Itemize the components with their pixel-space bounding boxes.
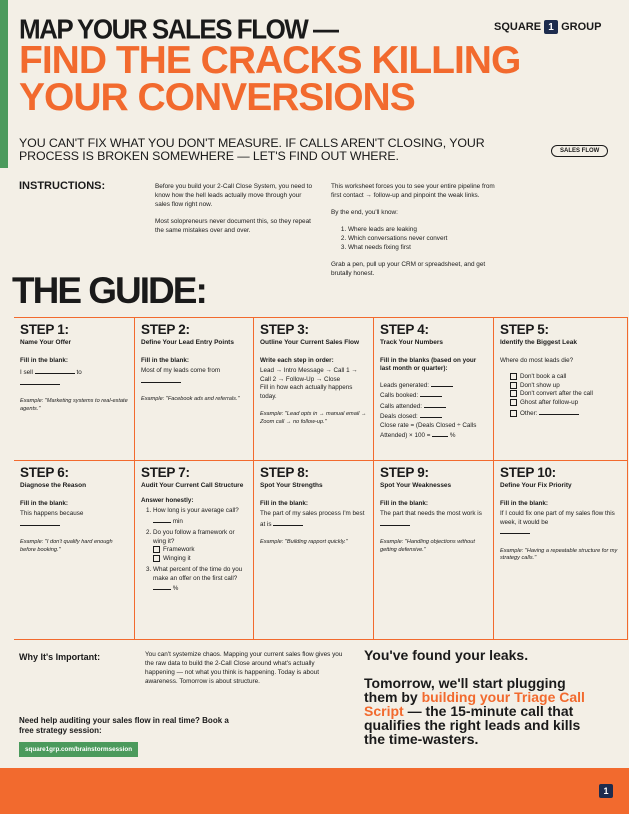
step-instruction: Fill in the blanks (based on your last month or quarter): xyxy=(380,356,477,372)
why-title: Why It's Important: xyxy=(19,652,101,662)
checkbox[interactable] xyxy=(510,399,517,406)
blank-field[interactable] xyxy=(153,583,171,590)
question xyxy=(153,529,247,563)
blank-field[interactable] xyxy=(420,390,442,397)
checkbox[interactable] xyxy=(510,390,517,397)
step-example: Example: "I don't qualify hard enough before booking." xyxy=(20,539,113,553)
step-body xyxy=(260,510,367,529)
guide-title: THE GUIDE: xyxy=(12,270,206,311)
step-title: STEP 1: xyxy=(20,322,69,337)
step-instruction: Where do most leads die? xyxy=(500,356,574,364)
question xyxy=(153,566,247,594)
step-body xyxy=(141,367,247,386)
blank-field[interactable] xyxy=(539,408,579,415)
question-text: What percent of the time do you make an offer on the first call? xyxy=(153,566,243,582)
step-name: Name Your Offer xyxy=(20,339,72,346)
headline: FIND THE CRACKS KILLING YOUR CONVERSIONS xyxy=(19,39,521,119)
step-text: If I could fix one part of my sales flow this week, it would be xyxy=(500,510,615,526)
blank-field[interactable] xyxy=(424,401,446,408)
step-text: to xyxy=(76,369,82,376)
metric-line xyxy=(380,401,487,412)
step-instruction: Answer honestly: xyxy=(141,496,194,504)
blank-field[interactable] xyxy=(432,430,448,437)
step-body-2: Fill in how each actually happens today. xyxy=(260,384,353,400)
found-line-2 xyxy=(364,676,599,746)
instructions-col-1 xyxy=(155,182,315,243)
checkbox[interactable] xyxy=(153,555,160,562)
blank-field[interactable] xyxy=(380,519,410,526)
blank-field[interactable] xyxy=(153,516,171,523)
metric-label: Calls attended: xyxy=(380,402,423,410)
checkbox[interactable] xyxy=(153,546,160,553)
blank-field[interactable] xyxy=(273,519,303,526)
step-10 xyxy=(494,461,628,640)
metric-label: Calls booked: xyxy=(380,392,419,399)
step-text: The part of my sales process I'm best at is xyxy=(260,510,365,528)
metric-line xyxy=(380,390,487,401)
instructions-p1: Before you build your 2-Call Close System, you need to know how the hell leads actually move through your sales flow right now. xyxy=(155,183,313,208)
step-example: Example: "Marketing systems to real-estate agents." xyxy=(20,398,128,412)
blank-field[interactable] xyxy=(500,527,530,534)
step-title: STEP 5: xyxy=(500,322,549,337)
step-9 xyxy=(374,461,494,640)
step-name: Track Your Numbers xyxy=(380,339,443,346)
question-text: Do you follow a framework or wing it? xyxy=(153,529,235,545)
step-text: Most of my leads come from xyxy=(141,367,221,374)
percent-sign: % xyxy=(449,432,456,439)
option-label: Framework xyxy=(163,546,195,554)
step-example: Example: "Building rapport quickly." xyxy=(260,539,348,545)
step-title: STEP 8: xyxy=(260,465,309,480)
subtitle: YOU CAN'T FIX WHAT YOU DON'T MEASURE. IF CALLS AREN'T CLOSING, YOUR PROCESS IS BROKEN SOMEWHERE — LET'S FIND OUT WHERE. xyxy=(19,136,485,163)
instructions-p2: Most solopreneurs never document this, so they repeat the same mistakes over and over. xyxy=(155,218,311,234)
instructions-p5: Grab a pen, pull up your CRM or spreadsheet, and get brutally honest. xyxy=(331,261,486,277)
instructions-list xyxy=(331,225,501,252)
step-2 xyxy=(135,318,254,461)
step-instruction: Fill in the blank: xyxy=(20,499,68,507)
logo xyxy=(494,20,601,34)
step-name: Outline Your Current Sales Flow xyxy=(260,339,360,346)
step-name: Define Your Fix Priority xyxy=(500,482,572,489)
step-lines xyxy=(380,380,487,441)
question xyxy=(153,507,247,526)
step-example: Example: "Facebook ads and referrals." xyxy=(141,396,240,402)
unit-label: min xyxy=(172,517,183,525)
triage-script-highlight: building your Triage Call Script xyxy=(364,689,585,719)
list-item: 1. Where leads are leaking xyxy=(348,225,501,234)
blank-field[interactable] xyxy=(35,367,75,374)
metric-label: Deals closed: xyxy=(380,413,418,420)
metric-line xyxy=(380,380,487,391)
instructions-col-2 xyxy=(331,182,501,286)
metric-line xyxy=(380,411,487,422)
found-text: — the 15-minute call that qualifies the right leads and kills the time-wasters. xyxy=(364,703,581,747)
found-message xyxy=(364,648,599,746)
option-row[interactable] xyxy=(510,373,621,382)
step-body xyxy=(380,510,487,529)
formula-label: Close rate = (Deals Closed ÷ Calls Attended) × 100 = xyxy=(380,421,477,439)
checkbox[interactable] xyxy=(510,382,517,389)
option-row[interactable] xyxy=(510,390,621,399)
found-line-1: You've found your leaks. xyxy=(364,647,529,663)
option-label: Ghost after follow-up xyxy=(520,399,579,407)
checkbox[interactable] xyxy=(510,410,517,417)
blank-field[interactable] xyxy=(431,380,453,387)
steps-grid xyxy=(14,317,628,640)
step-name: Identify the Biggest Leak xyxy=(500,339,577,346)
step-title: STEP 7: xyxy=(141,465,190,480)
unit-label: % xyxy=(172,585,179,593)
step-6 xyxy=(14,461,135,640)
leak-options xyxy=(500,373,621,418)
option-row[interactable] xyxy=(510,382,621,391)
accent-bar xyxy=(0,0,8,168)
step-example: Example: "Having a repeatable structure for my strategy calls." xyxy=(500,547,618,561)
step-name: Define Your Lead Entry Points xyxy=(141,339,234,346)
instructions-title: INSTRUCTIONS: xyxy=(19,180,106,192)
page-title: MAP YOUR SALES FLOW — xyxy=(19,13,338,45)
step-body: Lead → Intro Message → Call 1 → Call 2 → Follow-Up → Close xyxy=(260,367,358,383)
option-label: Don't show up xyxy=(520,381,560,389)
step-name: Spot Your Strengths xyxy=(260,482,323,489)
logo-text: SQUARE xyxy=(494,21,542,33)
sales-flow-tag: SALES FLOW xyxy=(551,145,608,157)
step-instruction: Fill in the blank: xyxy=(500,499,548,507)
step-title: STEP 9: xyxy=(380,465,429,480)
step-text: This happens because xyxy=(20,510,84,517)
instructions-p3: This worksheet forces you to see your entire pipeline from first contact → follow-up and pinpoint the weak links. xyxy=(331,183,495,199)
found-text: Tomorrow, we'll start plugging them by xyxy=(364,675,566,705)
blank-field[interactable] xyxy=(420,411,442,418)
blank-field[interactable] xyxy=(20,378,60,385)
metric-line xyxy=(380,422,487,441)
step-instruction: Fill in the blank: xyxy=(380,499,428,507)
option-label: Don't convert after the call xyxy=(520,390,593,398)
step-example: Example: "Lead opts in → manual email → Zoom call → no follow-up." xyxy=(260,411,367,425)
option-row[interactable] xyxy=(510,399,621,408)
questions-list xyxy=(141,507,247,594)
step-5 xyxy=(494,318,628,461)
list-item: 2. Which conversations never convert xyxy=(348,234,501,243)
why-body: You can't systemize chaos. Mapping your current sales flow gives you the raw data to build the 2-Call Close around what's actually happening — not what you think is happening. Today is about awareness. Tomorrow is about structure. xyxy=(145,651,343,685)
option-label: Don't book a call xyxy=(520,373,567,381)
question-text: How long is your average call? xyxy=(153,507,239,514)
logo-badge: 1 xyxy=(599,784,613,798)
step-name: Audit Your Current Call Structure xyxy=(141,482,244,489)
option-label: Winging it xyxy=(163,554,191,562)
checkbox[interactable] xyxy=(510,373,517,380)
step-4 xyxy=(374,318,494,461)
logo-group: GROUP xyxy=(561,21,602,33)
booking-link[interactable]: square1grp.com/brainstormsession xyxy=(19,742,138,757)
option-label: Other: xyxy=(520,409,538,417)
option-row[interactable] xyxy=(510,408,621,419)
step-body xyxy=(500,510,621,538)
help-text: Need help auditing your sales flow in real time? Book a free strategy session: xyxy=(19,716,229,735)
step-instruction: Fill in the blank: xyxy=(141,356,189,364)
step-title: STEP 2: xyxy=(141,322,190,337)
metric-label: Leads generated: xyxy=(380,381,430,389)
step-title: STEP 6: xyxy=(20,465,69,480)
blank-field[interactable] xyxy=(20,519,60,526)
step-title: STEP 4: xyxy=(380,322,429,337)
blank-field[interactable] xyxy=(141,376,181,383)
step-3 xyxy=(254,318,374,461)
step-instruction: Fill in the blank: xyxy=(260,499,308,507)
instructions-p4: By the end, you'll know: xyxy=(331,209,398,216)
step-text: The part that needs the most work is xyxy=(380,510,482,517)
step-7 xyxy=(135,461,254,640)
footer-bar xyxy=(0,768,629,814)
step-instruction: Write each step in order: xyxy=(260,356,334,364)
step-name: Diagnose the Reason xyxy=(20,482,87,489)
step-title: STEP 3: xyxy=(260,322,309,337)
step-instruction: Fill in the blank: xyxy=(20,356,68,364)
step-title: STEP 10: xyxy=(500,465,556,480)
step-text: I sell xyxy=(20,369,33,376)
step-8 xyxy=(254,461,374,640)
step-example: Example: "Handling objections without getting defensive." xyxy=(380,539,475,553)
logo-number: 1 xyxy=(544,20,558,34)
list-item: 3. What needs fixing first xyxy=(348,243,501,252)
step-1 xyxy=(14,318,135,461)
step-body xyxy=(20,510,128,529)
step-body xyxy=(20,367,128,388)
step-name: Spot Your Weaknesses xyxy=(380,482,452,489)
